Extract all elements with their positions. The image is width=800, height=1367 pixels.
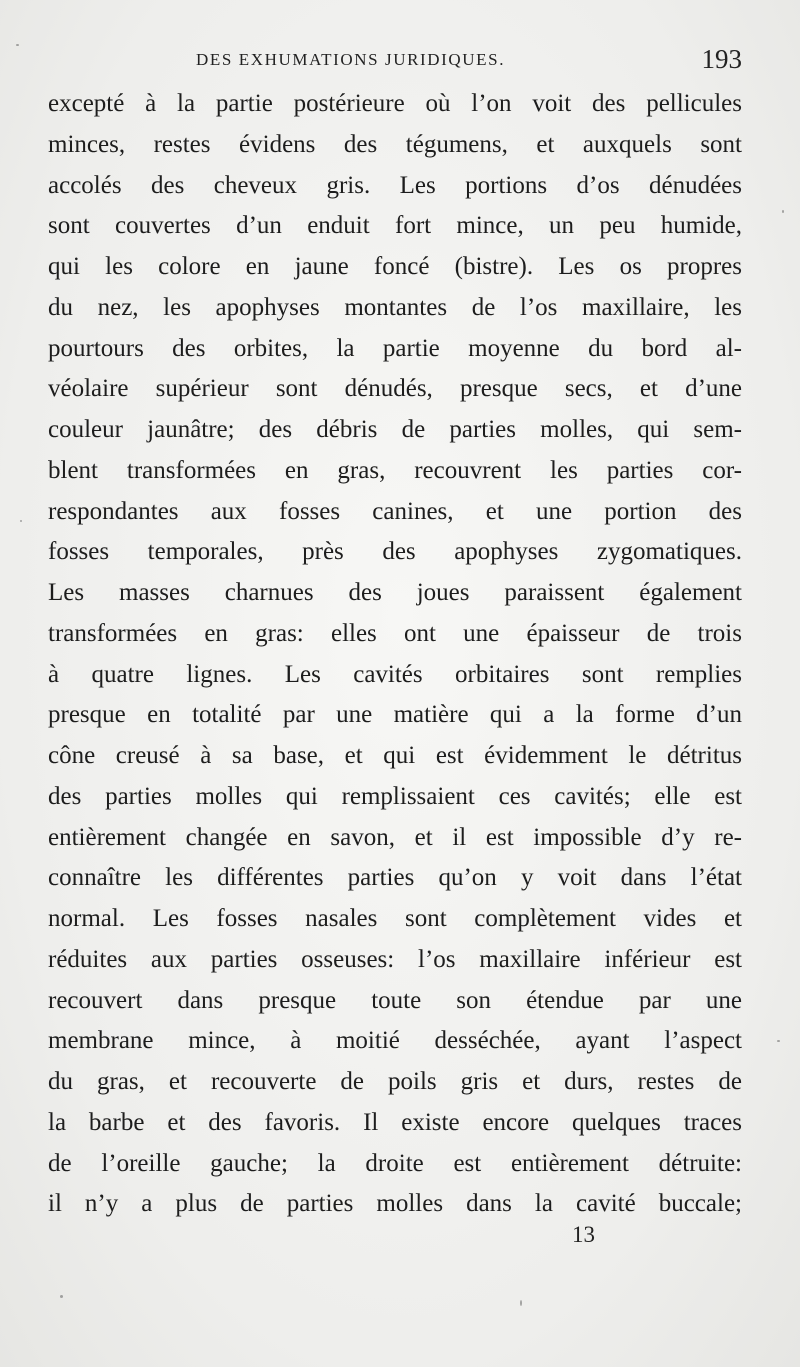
text-line-28: il n’y a plus de parties molles dans la cavité buccale; bbox=[48, 1190, 742, 1218]
text-line-6: du nez, les apophyses montantes de l’os maxillaire, les bbox=[48, 293, 742, 321]
text-line-26: la barbe et des favoris. Il existe encore quelques traces bbox=[48, 1108, 742, 1136]
text-line-8: véolaire supérieur sont dénudés, presque secs, et d’une bbox=[48, 375, 742, 403]
text-line-18: des parties molles qui remplissaient ces cavités; elle est bbox=[48, 782, 742, 810]
running-head bbox=[48, 46, 742, 76]
text-line-19: entièrement changée en savon, et il est impossible d’y re- bbox=[48, 823, 742, 851]
paper-speck bbox=[16, 44, 19, 46]
text-line-10: blent transformées en gras, recouvrent les parties cor- bbox=[48, 456, 742, 484]
text-line-2: minces, restes évidens des tégumens, et auxquels sont bbox=[48, 130, 742, 158]
body-text bbox=[48, 84, 742, 1225]
text-line-5: qui les colore en jaune foncé (bistre). Les os propres bbox=[48, 253, 742, 280]
text-line-7: pourtours des orbites, la partie moyenne du bord al- bbox=[48, 334, 742, 362]
text-line-15: à quatre lignes. Les cavités orbitaires sont remplies bbox=[48, 660, 742, 688]
text-line-12: fosses temporales, près des apophyses zygomatiques. bbox=[48, 538, 742, 566]
text-line-1: excepté à la partie postérieure où l’on voit des pellicules bbox=[48, 90, 742, 117]
text-line-27: de l’oreille gauche; la droite est entièrement détruite: bbox=[48, 1149, 742, 1177]
text-line-4: sont couvertes d’un enduit fort mince, un peu humide, bbox=[48, 212, 742, 240]
paper-speck bbox=[782, 210, 784, 213]
text-line-9: couleur jaunâtre; des débris de parties molles, qui sem- bbox=[48, 416, 742, 443]
text-line-20: connaître les différentes parties qu’on y voit dans l’état bbox=[48, 864, 742, 892]
page-number: 193 bbox=[701, 44, 742, 74]
text-line-25: du gras, et recouverte de poils gris et durs, restes de bbox=[48, 1068, 742, 1095]
text-line-22: réduites aux parties osseuses: l’os maxillaire inférieur est bbox=[48, 945, 742, 973]
paper-speck bbox=[520, 1300, 522, 1306]
text-line-17: cône creusé à sa base, et qui est évidemment le détritus bbox=[48, 742, 742, 769]
text-line-13: Les masses charnues des joues paraissent également bbox=[48, 579, 742, 606]
text-line-11: respondantes aux fosses canines, et une portion des bbox=[48, 497, 742, 525]
signature-mark: 13 bbox=[572, 1222, 595, 1247]
text-line-16: presque en totalité par une matière qui a la forme d’un bbox=[48, 701, 742, 729]
text-line-14: transformées en gras: elles ont une épaisseur de trois bbox=[48, 619, 742, 647]
paper-speck bbox=[60, 1295, 63, 1298]
text-line-21: normal. Les fosses nasales sont complètement vides et bbox=[48, 905, 742, 932]
paper-speck bbox=[777, 1040, 780, 1042]
text-line-23: recouvert dans presque toute son étendue par une bbox=[48, 986, 742, 1014]
text-line-3: accolés des cheveux gris. Les portions d’os dénudées bbox=[48, 171, 742, 199]
paper-speck bbox=[20, 520, 22, 522]
running-title: DES EXHUMATIONS JURIDIQUES. bbox=[196, 50, 506, 69]
text-line-24: membrane mince, à moitié desséchée, ayant l’aspect bbox=[48, 1027, 742, 1055]
